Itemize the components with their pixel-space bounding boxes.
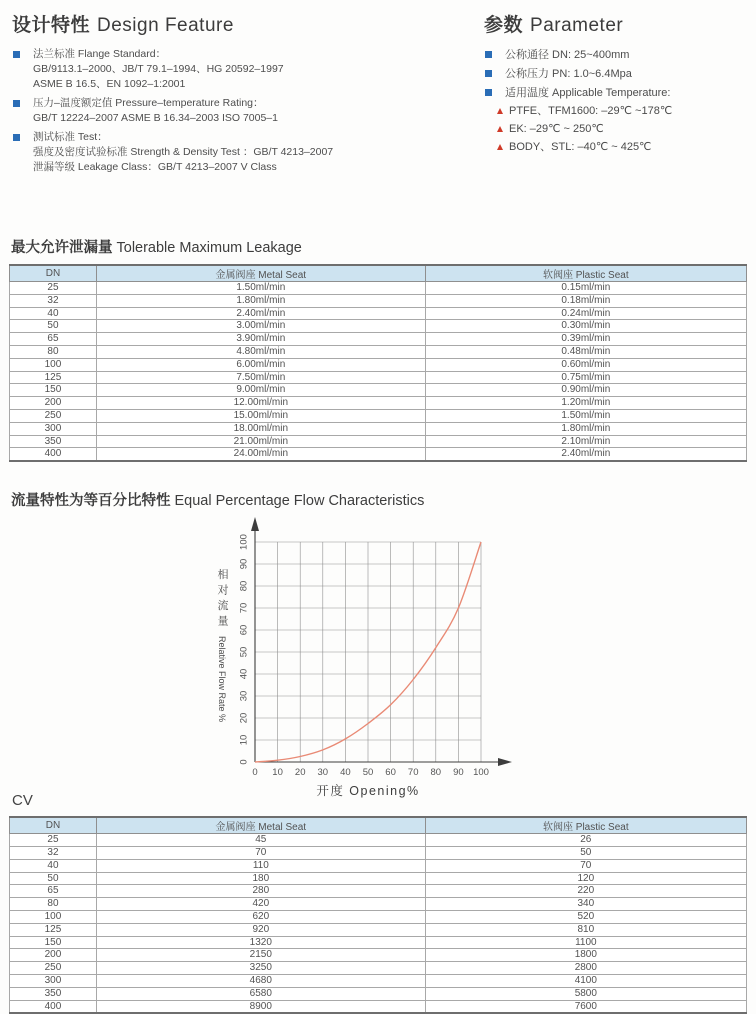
y-tick-label: 60 — [238, 624, 250, 636]
column-header: 软阀座 Plastic Seat — [425, 817, 746, 834]
table-cell: 70 — [96, 846, 425, 859]
table-cell: 2.40ml/min — [425, 448, 746, 461]
chart-title-en: Equal Percentage Flow Characteristics — [174, 493, 425, 510]
square-bullet-icon — [13, 51, 20, 58]
table-cell: 0.15ml/min — [425, 282, 746, 295]
chart-container — [177, 514, 756, 806]
table-cell: 32 — [10, 846, 97, 859]
x-tick-label: 20 — [294, 767, 306, 779]
column-header: 金属阀座 Metal Seat — [96, 265, 425, 282]
table-row — [10, 923, 747, 936]
table-cell: 350 — [10, 987, 97, 1000]
table-cell: 300 — [10, 974, 97, 987]
x-tick-label: 0 — [252, 767, 258, 779]
table-cell: 65 — [10, 885, 97, 898]
table-cell: 80 — [10, 345, 97, 358]
table-row — [10, 448, 747, 461]
table-row — [10, 872, 747, 885]
table-cell: 70 — [425, 859, 746, 872]
parameter-title-zh: 参数 — [484, 15, 524, 36]
parameter-item-text: 公称通径 DN: 25~400mm — [505, 49, 630, 61]
feature-item-line: GB/9113.1–2000、JB/T 79.1–1994、HG 20592–1997 — [33, 63, 284, 75]
table-cell: 1.50ml/min — [425, 409, 746, 422]
column-header: DN — [10, 817, 97, 834]
table-row — [10, 974, 747, 987]
table-cell: 3.90ml/min — [96, 333, 425, 346]
feature-item-line: 强度及密度试验标准 Strength & Density Test ：GB/T 4213–2007 — [33, 146, 334, 158]
table-cell: 3250 — [96, 962, 425, 975]
table-cell: 150 — [10, 936, 97, 949]
table-cell: 150 — [10, 384, 97, 397]
table-cell: 125 — [10, 923, 97, 936]
y-tick-label: 30 — [238, 690, 250, 702]
table-cell: 2150 — [96, 949, 425, 962]
x-tick-label: 80 — [430, 767, 442, 779]
column-header: 软阀座 Plastic Seat — [425, 265, 746, 282]
table-row — [10, 397, 747, 410]
table-cell: 350 — [10, 435, 97, 448]
table-row — [10, 962, 747, 975]
table-row — [10, 885, 747, 898]
table-cell: 280 — [96, 885, 425, 898]
y-tick-label: 40 — [238, 668, 250, 680]
parameter-sub-item — [497, 140, 750, 155]
table-row — [10, 910, 747, 923]
x-tick-label: 40 — [340, 767, 351, 779]
y-tick-label: 0 — [238, 759, 250, 765]
table-row — [10, 307, 747, 320]
triangle-bullet-icon — [497, 126, 503, 132]
table-cell: 32 — [10, 294, 97, 307]
table-row — [10, 294, 747, 307]
top-section — [0, 0, 756, 179]
chart-grid — [255, 542, 481, 762]
feature-item-line: ASME B 16.5、EN 1092–1:2001 — [33, 78, 186, 90]
table-cell: 8900 — [96, 1000, 425, 1013]
y-tick-label: 100 — [238, 534, 250, 551]
table-cell: 1100 — [425, 936, 746, 949]
table-cell: 2.10ml/min — [425, 435, 746, 448]
table-cell: 250 — [10, 409, 97, 422]
y-axis-arrow-icon — [251, 517, 259, 531]
square-bullet-icon — [485, 70, 492, 77]
parameter-sub-item-text: EK: –29℃ ~ 250℃ — [509, 123, 604, 135]
table-cell: 250 — [10, 962, 97, 975]
design-feature-list — [12, 47, 484, 175]
feature-item-label: 测试标准 Test： — [33, 131, 108, 143]
parameter-item — [484, 66, 750, 82]
y-axis-label-zh-char: 流 — [217, 600, 229, 613]
parameter-item — [484, 47, 750, 63]
table-row — [10, 384, 747, 397]
cv-section-title: CV — [12, 792, 33, 810]
table-cell: 920 — [96, 923, 425, 936]
design-feature-title — [12, 10, 484, 37]
table-cell: 4100 — [425, 974, 746, 987]
cv-table-body — [10, 834, 747, 1014]
table-cell: 620 — [96, 910, 425, 923]
y-tick-label: 50 — [238, 646, 250, 658]
table-cell: 50 — [425, 846, 746, 859]
triangle-bullet-icon — [497, 144, 503, 150]
table-cell: 1.80ml/min — [96, 294, 425, 307]
feature-item-text — [33, 96, 278, 126]
column-header: 金属阀座 Metal Seat — [96, 817, 425, 834]
chart-title-zh: 流量特性为等百分比特性 — [11, 493, 171, 510]
x-tick-label: 90 — [453, 767, 464, 779]
feature-item — [12, 130, 484, 175]
table-cell: 110 — [96, 859, 425, 872]
header-row — [10, 817, 747, 834]
table-cell: 50 — [10, 872, 97, 885]
y-axis-label-zh-char: 量 — [217, 615, 229, 628]
table-row — [10, 320, 747, 333]
x-tick-label: 30 — [317, 767, 329, 779]
leakage-table-head — [10, 265, 747, 282]
table-cell: 2.40ml/min — [96, 307, 425, 320]
column-header: DN — [10, 265, 97, 282]
table-cell: 25 — [10, 834, 97, 847]
feature-item-line: 泄漏等级 Leakage Class：GB/T 4213–2007 V Class — [33, 161, 277, 173]
square-bullet-icon — [13, 100, 20, 107]
table-cell: 0.30ml/min — [425, 320, 746, 333]
leakage-table — [9, 264, 747, 462]
table-cell: 1800 — [425, 949, 746, 962]
table-cell: 15.00ml/min — [96, 409, 425, 422]
table-cell: 400 — [10, 1000, 97, 1013]
y-axis-label-zh-char: 相 — [217, 569, 229, 582]
square-bullet-icon — [485, 51, 492, 58]
table-cell: 400 — [10, 448, 97, 461]
y-tick-label: 70 — [238, 602, 250, 614]
table-cell: 100 — [10, 910, 97, 923]
design-feature-title-en: Design Feature — [97, 15, 234, 36]
table-cell: 40 — [10, 307, 97, 320]
x-tick-label: 10 — [272, 767, 283, 779]
feature-item-line: GB/T 12224–2007 ASME B 16.34–2003 ISO 7005–1 — [33, 112, 278, 124]
table-cell: 200 — [10, 397, 97, 410]
parameter-sub-item-text: BODY、STL: –40℃ ~ 425℃ — [509, 141, 652, 153]
table-cell: 2800 — [425, 962, 746, 975]
chart-title — [11, 489, 756, 510]
table-cell: 0.39ml/min — [425, 333, 746, 346]
y-tick-label: 10 — [238, 734, 250, 746]
table-cell: 5800 — [425, 987, 746, 1000]
table-cell: 80 — [10, 898, 97, 911]
cv-table — [9, 816, 747, 1014]
parameter-sub-item — [497, 122, 750, 137]
square-bullet-icon — [13, 134, 20, 141]
table-cell: 300 — [10, 422, 97, 435]
table-cell: 40 — [10, 859, 97, 872]
table-row — [10, 898, 747, 911]
table-cell: 0.90ml/min — [425, 384, 746, 397]
cv-table-head — [10, 817, 747, 834]
parameter-sub-item — [497, 104, 750, 119]
parameter-sub-item-text: PTFE、TFM1600: –29℃ ~178℃ — [509, 105, 673, 117]
parameter-section — [484, 8, 750, 179]
design-feature-title-zh: 设计特性 — [12, 15, 91, 36]
y-tick-label: 20 — [238, 712, 250, 724]
table-row — [10, 987, 747, 1000]
table-cell: 0.75ml/min — [425, 371, 746, 384]
y-axis-label-en: Relative Flow Rate % — [217, 636, 227, 723]
table-cell: 520 — [425, 910, 746, 923]
table-cell: 0.18ml/min — [425, 294, 746, 307]
parameter-item-text: 公称压力 PN: 1.0~6.4Mpa — [505, 68, 632, 80]
table-cell: 1320 — [96, 936, 425, 949]
parameter-item — [484, 85, 750, 101]
table-cell: 420 — [96, 898, 425, 911]
table-row — [10, 949, 747, 962]
flow-chart — [177, 514, 529, 806]
feature-item — [12, 47, 484, 92]
table-cell: 1.50ml/min — [96, 282, 425, 295]
table-cell: 26 — [425, 834, 746, 847]
x-axis-label: 开度 Opening% — [316, 784, 420, 799]
table-cell: 18.00ml/min — [96, 422, 425, 435]
design-feature-section — [12, 8, 484, 179]
table-cell: 810 — [425, 923, 746, 936]
table-cell: 200 — [10, 949, 97, 962]
table-cell: 3.00ml/min — [96, 320, 425, 333]
y-axis-label — [217, 567, 229, 722]
leakage-title-en: Tolerable Maximum Leakage — [116, 240, 302, 256]
table-row — [10, 358, 747, 371]
y-tick-label: 90 — [238, 558, 250, 570]
parameter-list — [484, 47, 750, 155]
table-cell: 100 — [10, 358, 97, 371]
table-cell: 21.00ml/min — [96, 435, 425, 448]
table-cell: 1.80ml/min — [425, 422, 746, 435]
table-cell: 50 — [10, 320, 97, 333]
table-row — [10, 834, 747, 847]
feature-item-text — [33, 47, 284, 92]
table-row — [10, 282, 747, 295]
table-cell: 125 — [10, 371, 97, 384]
x-tick-label: 50 — [362, 767, 374, 779]
table-cell: 7600 — [425, 1000, 746, 1013]
x-tick-label: 100 — [473, 767, 489, 779]
x-axis-arrow-icon — [498, 758, 512, 766]
leakage-section-title — [11, 236, 756, 257]
table-cell: 9.00ml/min — [96, 384, 425, 397]
parameter-item-text: 适用温度 Applicable Temperature: — [505, 87, 671, 99]
chart-axes — [251, 517, 512, 766]
chart-tick-labels — [239, 534, 489, 778]
table-cell: 340 — [425, 898, 746, 911]
table-cell: 6.00ml/min — [96, 358, 425, 371]
table-cell: 6580 — [96, 987, 425, 1000]
feature-item-label: 压力–温度额定值 Pressure–temperature Rating： — [33, 97, 264, 109]
feature-item-text — [33, 130, 333, 175]
parameter-title-en: Parameter — [530, 15, 624, 36]
table-row — [10, 409, 747, 422]
table-cell: 45 — [96, 834, 425, 847]
table-cell: 24.00ml/min — [96, 448, 425, 461]
y-tick-label: 80 — [238, 580, 250, 592]
square-bullet-icon — [485, 89, 492, 96]
table-row — [10, 936, 747, 949]
feature-item-label: 法兰标准 Flange Standard： — [33, 48, 167, 60]
table-cell: 220 — [425, 885, 746, 898]
leakage-title-zh: 最大允许泄漏量 — [11, 240, 113, 256]
table-cell: 7.50ml/min — [96, 371, 425, 384]
table-row — [10, 1000, 747, 1013]
table-row — [10, 333, 747, 346]
parameter-title — [484, 10, 750, 37]
table-cell: 0.24ml/min — [425, 307, 746, 320]
table-cell: 0.60ml/min — [425, 358, 746, 371]
triangle-bullet-icon — [497, 108, 503, 114]
table-cell: 65 — [10, 333, 97, 346]
leakage-table-body — [10, 282, 747, 462]
table-row — [10, 435, 747, 448]
table-row — [10, 846, 747, 859]
table-cell: 1.20ml/min — [425, 397, 746, 410]
x-tick-label: 60 — [385, 767, 396, 779]
table-row — [10, 345, 747, 358]
table-cell: 4.80ml/min — [96, 345, 425, 358]
table-row — [10, 422, 747, 435]
table-cell: 180 — [96, 872, 425, 885]
table-cell: 120 — [425, 872, 746, 885]
x-tick-label: 70 — [407, 767, 419, 779]
feature-item — [12, 96, 484, 126]
table-cell: 4680 — [96, 974, 425, 987]
y-axis-label-zh-char: 对 — [217, 584, 229, 597]
header-row — [10, 265, 747, 282]
table-cell: 0.48ml/min — [425, 345, 746, 358]
table-cell: 25 — [10, 282, 97, 295]
table-row — [10, 371, 747, 384]
table-row — [10, 859, 747, 872]
table-cell: 12.00ml/min — [96, 397, 425, 410]
